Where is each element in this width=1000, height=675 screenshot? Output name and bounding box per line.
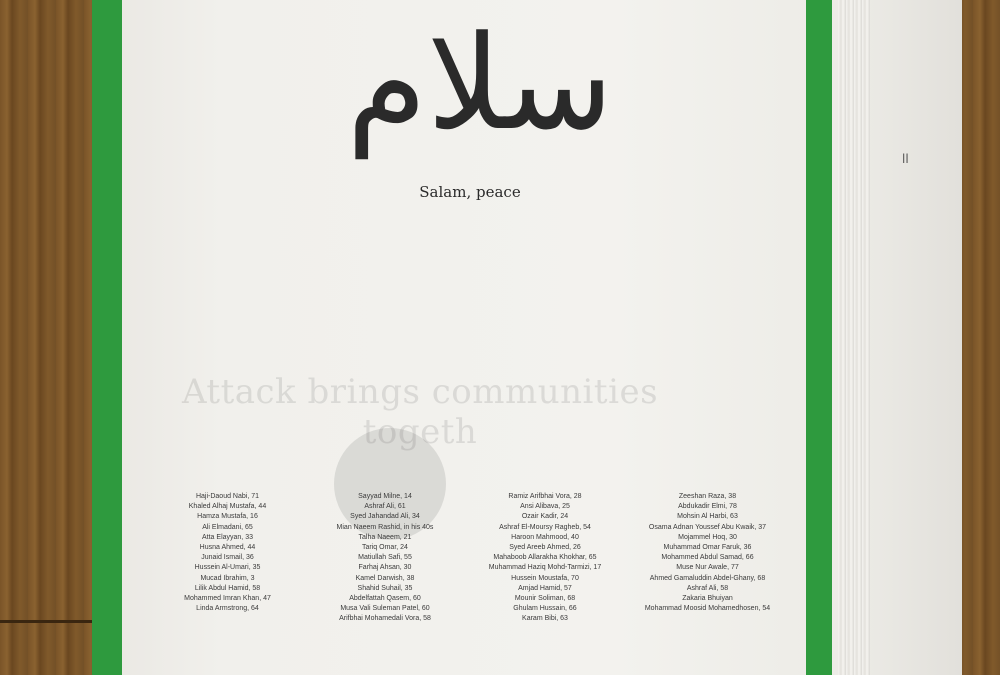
victim-name: Muhammad Omar Faruk, 36 xyxy=(663,544,752,552)
victim-name: Abdelfattah Qasem, 60 xyxy=(349,595,421,603)
wooden-table-left xyxy=(0,0,95,675)
victim-name: Ashraf Ali, 58 xyxy=(686,584,729,592)
newspaper-fold-edge xyxy=(838,0,870,675)
victim-name: Lilik Abdul Hamid, 58 xyxy=(194,584,261,592)
victim-name: Ahmed Gamaluddin Abdel-Ghany, 68 xyxy=(649,574,766,582)
victim-name: Sayyad Milne, 14 xyxy=(358,493,412,500)
victim-name: Mojammel Hoq, 30 xyxy=(678,533,737,541)
wood-seam xyxy=(0,620,95,623)
victim-name: Atta Elayyan, 33 xyxy=(202,533,253,541)
victim-name: Tariq Omar, 24 xyxy=(362,544,408,552)
victim-name: Osama Adnan Youssef Abu Kwaik, 37 xyxy=(648,523,767,531)
victim-name: Junaid Ismail, 36 xyxy=(201,554,254,562)
victim-name: Haroon Mahmood, 40 xyxy=(511,533,579,541)
victim-name: Mucad Ibrahim, 3 xyxy=(200,574,255,582)
victim-name: Musa Vali Suleman Patel, 60 xyxy=(340,605,430,613)
subtitle: Salam, peace xyxy=(419,183,521,201)
victim-name: Ashraf Ali, 61 xyxy=(364,503,406,511)
green-border-left xyxy=(92,0,122,675)
victim-name: Syed Areeb Ahmed, 26 xyxy=(509,544,581,552)
victim-name: Kamel Darwish, 38 xyxy=(355,574,415,582)
victim-name: Ghulam Hussain, 66 xyxy=(513,605,577,613)
victim-name: Mohammed Abdul Samad, 66 xyxy=(661,554,754,562)
victim-name: Haji-Daoud Nabi, 71 xyxy=(195,493,260,500)
victim-name: Arifbhai Mohamedali Vora, 58 xyxy=(339,615,431,623)
victim-name: Ramiz Arifbhai Vora, 28 xyxy=(508,493,582,500)
victim-name: Ali Elmadani, 65 xyxy=(202,523,253,531)
victim-name: Ashraf El-Moursy Ragheb, 54 xyxy=(499,523,591,531)
victim-name: Hussein Al-Umari, 35 xyxy=(194,564,261,572)
victim-name: Mohammad Moosid Mohamedhosen, 54 xyxy=(644,605,771,613)
victim-name: Amjad Hamid, 57 xyxy=(518,584,572,592)
victim-name: Khaled Alhaj Mustafa, 44 xyxy=(188,503,267,511)
victim-name: Linda Armstrong, 64 xyxy=(196,605,259,613)
arabic-title: سلام xyxy=(346,7,614,159)
victim-name: Ansi Alibava, 25 xyxy=(520,503,570,511)
victim-name: Matiullah Safi, 55 xyxy=(358,554,412,562)
victim-name: Muse Nur Awale, 77 xyxy=(676,564,739,572)
victim-name: Ozair Kadir, 24 xyxy=(521,513,569,521)
green-border-right xyxy=(806,0,832,675)
names-column-1 xyxy=(160,492,295,614)
victim-name: Abdukadir Elmi, 78 xyxy=(678,503,737,511)
page-mark: ll xyxy=(902,152,909,166)
names-column-3 xyxy=(465,492,625,625)
names-column-4 xyxy=(625,492,790,614)
victim-name: Mohammed Imran Khan, 47 xyxy=(184,595,271,603)
victim-name: Mohsin Al Harbi, 63 xyxy=(677,513,738,521)
show-through-headline: Attack brings communities togeth xyxy=(181,372,659,452)
victim-name: Husna Ahmed, 44 xyxy=(199,544,256,552)
victim-name: Mahaboob Allarakha Khokhar, 65 xyxy=(493,554,597,562)
victim-name: Mian Naeem Rashid, in his 40s xyxy=(336,523,434,531)
names-column-2 xyxy=(310,492,460,625)
victim-name: Talha Naeem, 21 xyxy=(358,533,412,541)
victim-name: Shahid Suhail, 35 xyxy=(357,584,413,592)
victim-name: Zakaria Bhuiyan xyxy=(682,595,733,603)
victim-name: Zeeshan Raza, 38 xyxy=(678,493,737,500)
victim-name: Hamza Mustafa, 16 xyxy=(197,513,258,521)
victim-name: Muhammad Haziq Mohd-Tarmizi, 17 xyxy=(488,564,602,572)
victim-name: Syed Jahandad Ali, 34 xyxy=(350,513,420,521)
victim-name: Mounir Soliman, 68 xyxy=(514,595,576,603)
victim-name: Farhaj Ahsan, 30 xyxy=(358,564,412,572)
victim-name: Karam Bibi, 63 xyxy=(522,615,568,623)
victim-name: Hussein Moustafa, 70 xyxy=(511,574,579,582)
